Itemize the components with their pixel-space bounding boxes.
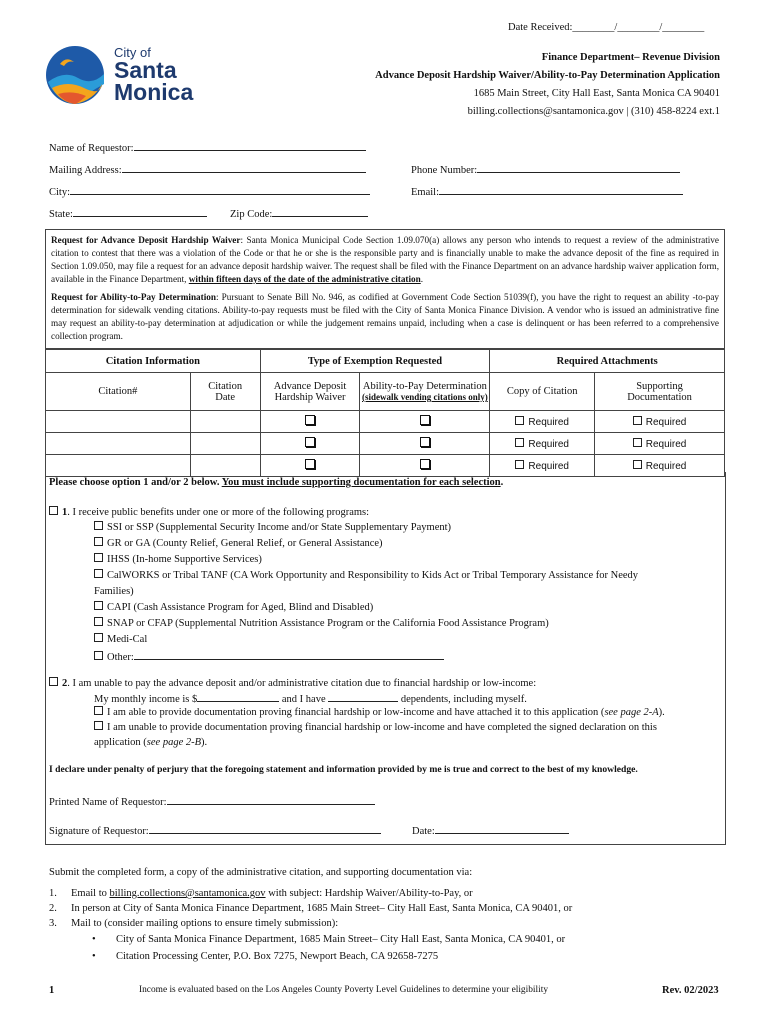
option-1-number: 1: [62, 507, 68, 518]
signature-label: Signature of Requestor:: [49, 826, 149, 837]
group-header-attachments: Required Attachments: [490, 350, 725, 373]
program-calworks[interactable]: [94, 568, 714, 584]
dependents-label: and I have: [281, 694, 326, 705]
logo-line2: Santa: [114, 57, 177, 83]
income-label: My monthly income is $: [94, 694, 198, 705]
col-supporting-docs: [595, 373, 725, 411]
submit-item-number: 1.: [49, 888, 57, 899]
other-input-line[interactable]: [134, 648, 444, 660]
zip-label: Zip Code:: [230, 209, 273, 220]
col-citation-number: Citation#: [46, 373, 191, 411]
mailing-input-line[interactable]: [122, 161, 366, 173]
option-2-number: 2: [62, 678, 68, 689]
submit-item-number: 2.: [49, 903, 57, 914]
signature-field[interactable]: [49, 822, 381, 837]
dependents-input-line[interactable]: [328, 690, 398, 702]
doc-option-b-ref: see page 2-B: [146, 737, 202, 748]
submit-item-3: [49, 918, 338, 929]
name-input-line[interactable]: [134, 139, 366, 151]
program-list: [94, 520, 714, 666]
doc-option-a-text: I am able to provide documentation proving financial hardship or low-income and have attached it to this application (: [107, 707, 605, 718]
date-input-line[interactable]: [435, 822, 569, 834]
phone-input-line[interactable]: [477, 161, 680, 173]
option-2-text: . I am unable to pay the advance deposit and/or administrative citation due to financial hardship or low-income:: [67, 678, 537, 689]
email-label: Email:: [411, 187, 439, 198]
printed-name-input-line[interactable]: [167, 793, 375, 805]
printed-name-label: Printed Name of Requestor:: [49, 797, 167, 808]
name-label: Name of Requestor:: [49, 143, 134, 154]
submit-sub-2-text: Citation Processing Center, P.O. Box 7275, Newport Beach, CA 92658-7275: [116, 951, 439, 962]
date-label: Date:: [412, 826, 435, 837]
submit-item-1-post: with subject: Hardship Waiver/Ability-to-Pay, or: [265, 888, 473, 899]
options-intro: [49, 477, 503, 488]
doc-option-b-cont: [94, 735, 207, 751]
program-checkbox[interactable]: [94, 569, 103, 578]
program-checkbox[interactable]: [94, 521, 103, 530]
hardship-info-end: .: [420, 274, 424, 284]
email-input-line[interactable]: [439, 183, 683, 195]
hardship-info-label: Request for Advance Deposit Hardship Waiver: [51, 235, 241, 245]
department-name: Finance Department– Revenue Division: [541, 52, 720, 63]
state-input-line[interactable]: [73, 205, 207, 217]
footer-note: Income is evaluated based on the Los Angeles County Poverty Level Guidelines to determine your eligibility: [139, 985, 549, 995]
name-field[interactable]: [49, 139, 366, 154]
option-1-text: . I receive public benefits under one or more of the following programs:: [67, 507, 370, 518]
submit-item-2: [49, 903, 572, 914]
options-intro-text: Please choose option 1 and/or 2 below.: [49, 477, 222, 488]
table-row: [46, 433, 725, 455]
submit-item-1-pre: Email to: [71, 888, 110, 899]
date-field[interactable]: [412, 822, 569, 837]
bullet-icon: •: [92, 934, 96, 945]
col-ability-to-pay-l2: (sidewalk vending citations only): [362, 392, 488, 402]
phone-label: Phone Number:: [411, 165, 478, 176]
doc-option-b-checkbox[interactable]: [94, 721, 103, 730]
required-label: Required: [528, 416, 569, 428]
logo-line1: City of: [114, 45, 151, 60]
doc-option-b-cont-text: application (: [94, 737, 147, 748]
options-intro-emphasis: You must include supporting documentation for each selection: [221, 477, 501, 488]
state-field[interactable]: [49, 205, 207, 220]
col-ability-to-pay: [360, 373, 490, 411]
col-ability-to-pay-l1: Ability-to-Pay Determination: [362, 381, 487, 392]
program-checkbox[interactable]: [94, 537, 103, 546]
citation-date-cell[interactable]: [190, 433, 260, 455]
printed-name-field[interactable]: [49, 793, 375, 808]
bullet-icon: •: [92, 951, 96, 962]
hardship-info-deadline: within fifteen days of the date of the administrative citation: [188, 274, 421, 284]
citation-number-cell[interactable]: [46, 411, 191, 433]
ability-info-label: Request for Ability-to-Pay Determination: [51, 292, 216, 302]
program-checkbox[interactable]: [94, 553, 103, 562]
program-label: CalWORKS or Tribal TANF (CA Work Opportunity and Responsibility to Kids Act or Tribal Temporary Assistance for Needy: [107, 570, 639, 581]
copy-citation-required[interactable]: [490, 411, 595, 433]
income-input-line[interactable]: [197, 690, 279, 702]
col-advance-deposit-l1: Advance Deposit: [273, 380, 347, 392]
program-capi[interactable]: [94, 600, 714, 616]
mailing-label: Mailing Address:: [49, 165, 122, 176]
zip-input-line[interactable]: [272, 205, 368, 217]
mailing-field[interactable]: [49, 161, 366, 176]
option-2-checkbox[interactable]: [49, 677, 58, 686]
program-ihss[interactable]: [94, 552, 714, 568]
submit-sub-2: [92, 951, 438, 962]
city-logo-emblem: [44, 44, 106, 106]
group-header-exemption: Type of Exemption Requested: [260, 350, 490, 373]
col-copy-citation: Copy of Citation: [490, 373, 595, 411]
program-label: CAPI (Cash Assistance Program for Aged, Blind and Disabled): [107, 602, 374, 613]
logo-line3: Monica: [114, 79, 194, 105]
page-number: 1: [49, 985, 55, 996]
required-label: Required: [645, 438, 687, 450]
city-label: City:: [49, 187, 71, 198]
program-label: SSI or SSP (Supplemental Security Income and/or State Supplementary Payment): [107, 522, 452, 533]
group-header-citation: Citation Information: [46, 350, 261, 373]
email-link[interactable]: billing.collections@santamonica.gov: [109, 888, 266, 899]
options-intro-end: .: [500, 477, 504, 488]
ability-info: [51, 291, 719, 343]
submit-sub-1: [92, 934, 565, 945]
program-label: Other:: [107, 652, 134, 663]
col-advance-deposit-l2: Hardship Waiver: [274, 391, 346, 403]
advance-deposit-checkbox[interactable]: [260, 411, 360, 433]
citation-table: [45, 349, 725, 477]
department-address: 1685 Main Street, City Hall East, Santa Monica CA 90401: [473, 88, 720, 99]
doc-option-a-end: ).: [658, 707, 665, 718]
form-title: Advance Deposit Hardship Waiver/Ability-to-Pay Determination Application: [375, 70, 720, 81]
program-checkbox[interactable]: [94, 633, 103, 642]
option-1-checkbox[interactable]: [49, 506, 58, 515]
citation-number-cell[interactable]: [46, 433, 191, 455]
copy-citation-required[interactable]: [490, 433, 595, 455]
doc-option-a[interactable]: [94, 705, 665, 721]
phone-field[interactable]: [411, 161, 680, 176]
submit-intro: Submit the completed form, a copy of the administrative citation, and supporting documentation via:: [49, 867, 473, 878]
doc-option-b-end: ).: [201, 737, 208, 748]
program-calworks-cont: Families): [94, 586, 134, 597]
col-citation-date: [190, 373, 260, 411]
col-supporting-docs-l2: Documentation: [627, 391, 692, 403]
submit-item-3-text: Mail to (consider mailing options to ensure timely submission):: [71, 918, 339, 929]
program-gr[interactable]: [94, 536, 714, 552]
date-received: Date Received:________/________/________: [508, 22, 705, 33]
city-logo: [44, 44, 204, 110]
program-label: IHSS (In-home Supportive Services): [107, 554, 262, 565]
required-label: Required: [528, 438, 569, 450]
doc-option-b-text: I am unable to provide documentation proving financial hardship or low-income and have completed the signed declaration on this: [107, 722, 657, 733]
ability-to-pay-checkbox[interactable]: [360, 433, 490, 455]
program-checkbox[interactable]: [94, 651, 103, 660]
perjury-declaration: I declare under penalty of perjury that the foregoing statement and information provided by me is true and correct to the best of my knowledge.: [49, 764, 638, 775]
info-box: [45, 229, 725, 349]
advance-deposit-checkbox[interactable]: [260, 433, 360, 455]
zip-field[interactable]: [230, 205, 368, 220]
program-label: Medi-Cal: [107, 634, 148, 645]
required-label: Required: [528, 460, 569, 472]
program-ssi[interactable]: [94, 520, 714, 536]
submit-item-2-text: In person at City of Santa Monica Finance Department, 1685 Main Street– City Hall East, Santa Monica, CA 90401, or: [71, 903, 573, 914]
city-field[interactable]: [49, 183, 370, 198]
dependents-suffix: dependents, including myself.: [400, 694, 527, 705]
doc-option-b[interactable]: [94, 720, 657, 736]
program-medi-cal[interactable]: [94, 632, 714, 648]
ability-to-pay-checkbox[interactable]: [360, 411, 490, 433]
required-label: Required: [645, 416, 687, 428]
col-supporting-docs-l1: Supporting: [636, 380, 683, 392]
state-label: State:: [49, 209, 73, 220]
program-snap[interactable]: [94, 616, 714, 632]
submit-item-1: [49, 888, 473, 899]
hardship-info-text: : Santa Monica Municipal Code Section 1.09.070(a) allows any person who intends to request a review of the administrative citation to contest that there was a violation of the Code or that he or she is the responsible party and is financially unable to make the advance deposit of the fine as required in Section 1.09.050, may file a request for an advance deposit hardship waiver. The request shall be filed with the Finance Department on an advance hardship waiver application form, available in the Finance Department,: [51, 235, 719, 284]
ability-info-text: : Pursuant to Senate Bill No. 946, as codified at Government Code Section 51039(f), you have the right to request an ability -to-pay determination for sidewalk vending citations. Ability-to-pay requests must be filed with the City of Santa Monica Finance Division. A vendor who is issued an administrative fine may request an ability-to-pay determination at adjudication or while the judgement remains unpaid, including when a case is delinquent or has been referred to a comprehensive collection program.: [51, 292, 719, 341]
doc-option-a-ref: see page 2-A: [604, 707, 659, 718]
col-advance-deposit: [260, 373, 360, 411]
table-row: [46, 411, 725, 433]
program-label: SNAP or CFAP (Supplemental Nutrition Assistance Program or the California Food Assistance Program): [107, 618, 549, 629]
citation-date-cell[interactable]: [190, 411, 260, 433]
city-input-line[interactable]: [70, 183, 370, 195]
program-checkbox[interactable]: [94, 601, 103, 610]
option-1[interactable]: [49, 505, 369, 521]
col-citation-date-l1: Citation: [208, 380, 243, 392]
email-field[interactable]: [411, 183, 683, 198]
signature-input-line[interactable]: [149, 822, 381, 834]
col-citation-date-l2: Date: [215, 391, 236, 403]
program-checkbox[interactable]: [94, 617, 103, 626]
submit-sub-1-text: City of Santa Monica Finance Department, 1685 Main Street– City Hall East, Santa Monica, CA 90401, or: [116, 934, 566, 945]
program-other[interactable]: [94, 648, 714, 666]
hardship-info: [51, 234, 719, 286]
revision-label: Rev. 02/2023: [662, 985, 719, 996]
department-contact: billing.collections@santamonica.gov | (310) 458-8224 ext.1: [467, 106, 720, 117]
supporting-docs-required[interactable]: [595, 411, 725, 433]
submit-item-number: 3.: [49, 918, 57, 929]
supporting-docs-required[interactable]: [595, 433, 725, 455]
program-label: GR or GA (County Relief, General Relief, or General Assistance): [107, 538, 383, 549]
required-label: Required: [645, 460, 687, 472]
doc-option-a-checkbox[interactable]: [94, 706, 103, 715]
